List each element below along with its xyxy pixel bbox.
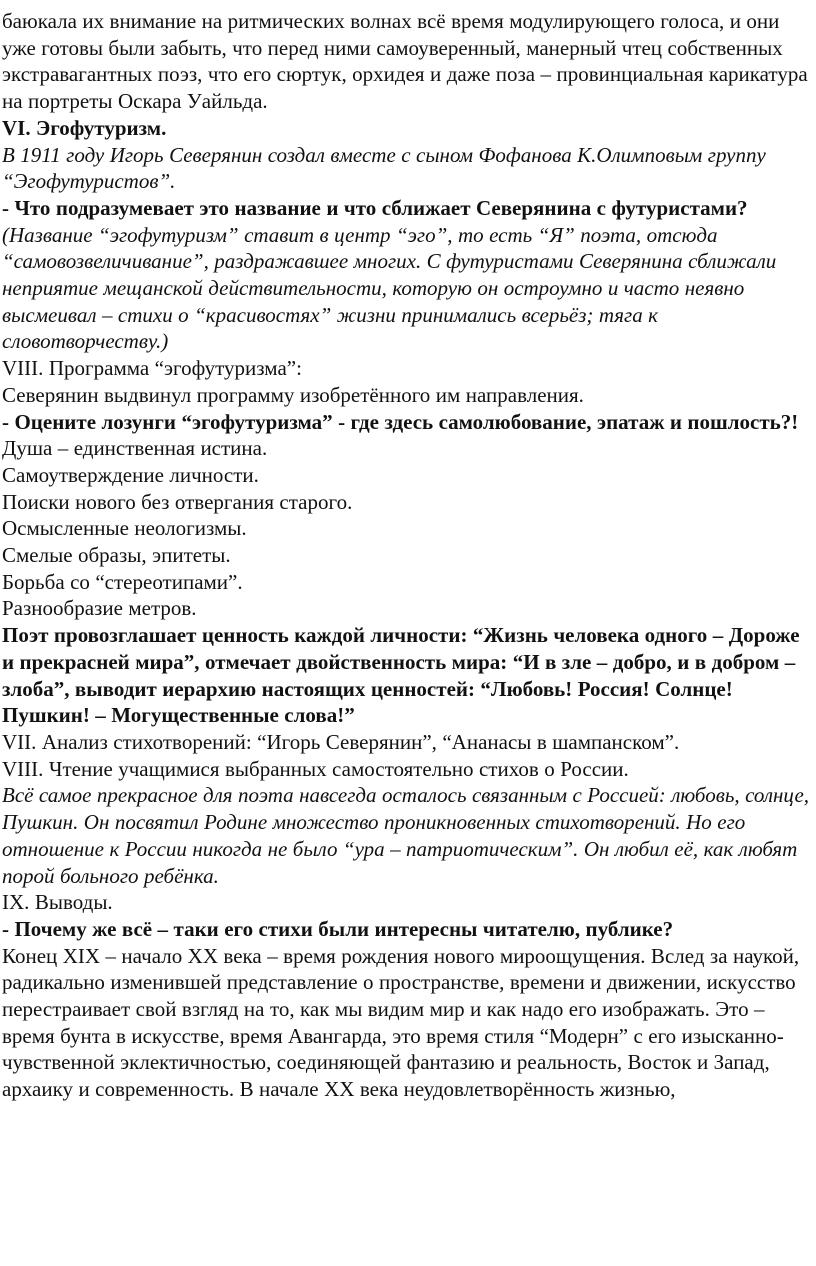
slogan-item: Душа – единственная истина.: [2, 436, 268, 461]
section-heading-analysis: VII. Анализ стихотворений: “Игорь Северянин”, “Ананасы в шампанском”.: [2, 729, 680, 754]
section-heading-program: VIII. Программа “эгофутуризма”:: [2, 356, 302, 381]
slogan-item: Осмысленные неологизмы.: [2, 516, 247, 541]
slogan-item: Самоутверждение личности.: [2, 462, 259, 487]
paragraph-poet-values: Поэт провозглашает ценность каждой личности: “Жизнь человека одного – Дороже и прекрасней мира”, отмечает двойственность мира: “И в зле – добро, и в добром – злоба”, выводит иерархию настоящих ценностей: “Любовь! Россия! Солнце! Пушкин! – Могущественные слова!”: [2, 623, 800, 728]
paragraph-intro-continuation: баюкала их внимание на ритмических волнах всё время модулирующего голоса, и они уже готовы были забыть, что перед ними самоуверенный, манерный чтец собственных экстравагантных поэз, что его сюртук, орхидея и даже поза – провинциальная карикатура на портреты Оскара Уайльда.: [2, 9, 808, 114]
section-heading-conclusions: IX. Выводы.: [2, 890, 113, 915]
question-interest: - Почему же всё – таки его стихи были интересны читателю, публике?: [2, 916, 674, 941]
paragraph-russia: Всё самое прекрасное для поэта навсегда осталось связанным с Россией: любовь, солнце, Пушкин. Он посвятил Родине множество проникновенных стихотворений. Но его отношение к России никогда не было “ура – патриотическим”. Он любил её, как любят порой больного ребёнка.: [2, 783, 810, 888]
answer-name-meaning: (Название “эгофутуризм” ставит в центр “эго”, то есть “Я” поэта, отсюда “самовозвеличивание”, раздражавшее многих. С футуристами Северянина сближали неприятие мещанской действительности, которую он остроумно и часто неявно высмеивал – стихи о “красивостях” жизни принимались всерьёз; тяга к словотворчеству.): [2, 222, 777, 354]
question-slogans: - Оцените лозунги “эгофутуризма” - где здесь самолюбование, эпатаж и пошлость?!: [2, 409, 799, 434]
slogan-item: Борьба со “стереотипами”.: [2, 569, 243, 594]
slogan-item: Смелые образы, эпитеты.: [2, 543, 231, 568]
paragraph-program-intro: Северянин выдвинул программу изобретённого им направления.: [2, 382, 584, 407]
question-name-meaning: - Что подразумевает это название и что сближает Северянина с футуристами?: [2, 195, 748, 220]
section-heading-egofuturism: VI. Эгофутуризм.: [2, 115, 167, 140]
slogan-item: Разнообразие метров.: [2, 596, 197, 621]
paragraph-era-description: Конец XIX – начало XX века – время рождения нового мироощущения. Вслед за наукой, радикально изменившей представление о пространстве, времени и движении, искусство перестраивает свой взгляд на то, как мы видим мир и как надо его изображать. Это – время бунта в искусстве, время Авангарда, это время стиля “Модерн” с его изысканно-чувственной эклектичностью, соединяющей фантазию и реальность, Восток и Запад, архаику и современность. В начале XX века неудовлетворённость жизнью,: [2, 943, 800, 1102]
section-heading-reading: VIII. Чтение учащимися выбранных самостоятельно стихов о России.: [2, 756, 629, 781]
paragraph-group-founding: В 1911 году Игорь Северянин создал вместе с сыном Фофанова К.Олимповым группу “Эгофутуристов”.: [2, 142, 766, 194]
slogan-item: Поиски нового без отвергания старого.: [2, 489, 353, 514]
